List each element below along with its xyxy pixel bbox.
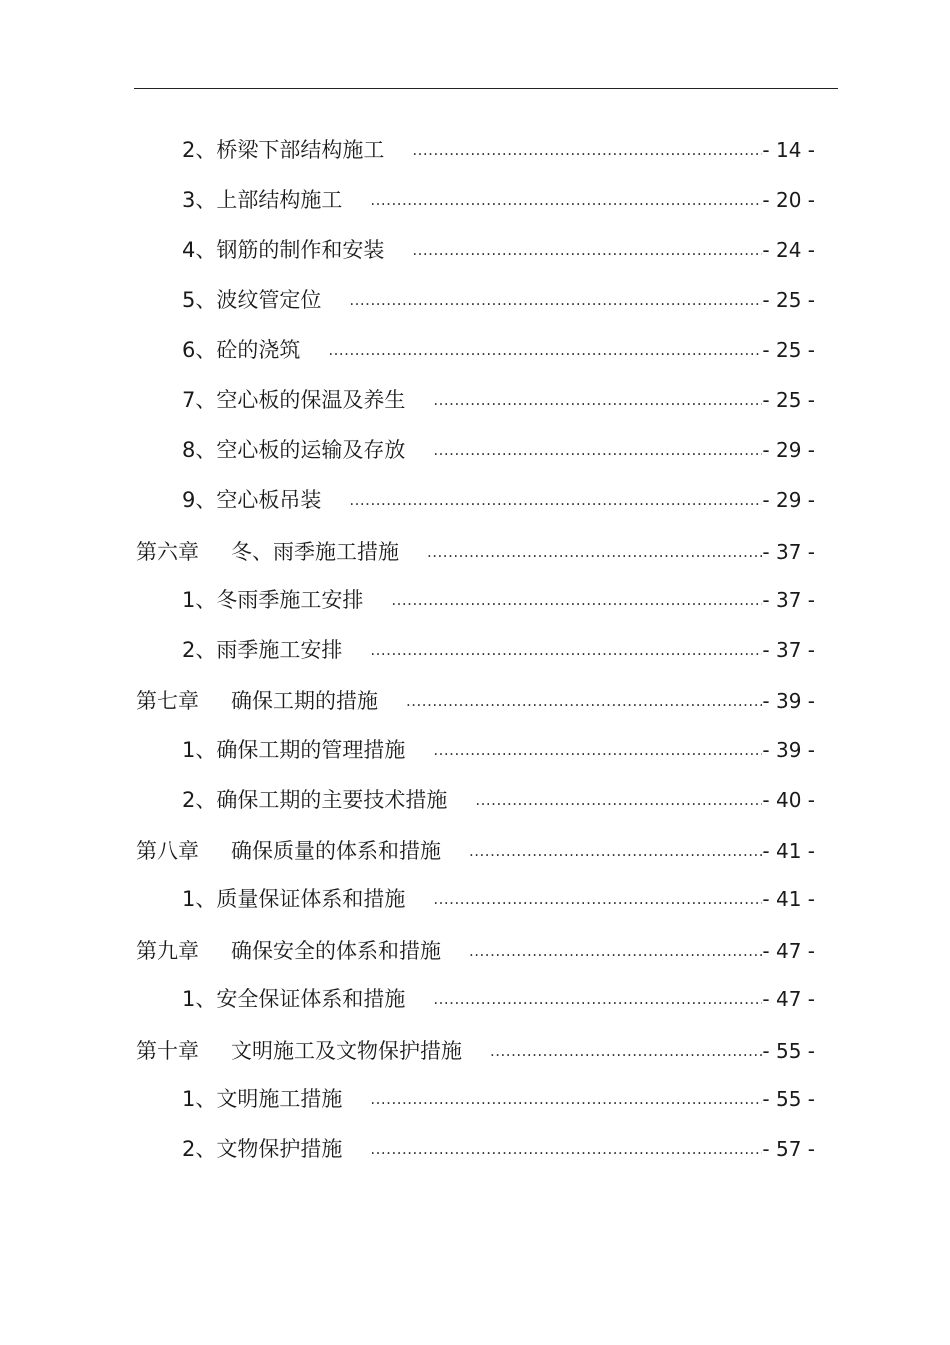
section-title: 2、文物保护措施 — [182, 1137, 343, 1161]
chapter-title: 确保工期的措施 — [231, 689, 378, 713]
chapter-title: 文明施工及文物保护措施 — [231, 1039, 462, 1063]
toc-section-entry — [182, 785, 815, 815]
dot-leader — [349, 285, 762, 315]
dot-leader — [475, 785, 762, 815]
section-title: 1、文明施工措施 — [182, 1087, 343, 1111]
toc-section-entry — [182, 984, 815, 1014]
section-title: 3、上部结构施工 — [182, 188, 343, 212]
chapter-title: 确保质量的体系和措施 — [231, 839, 441, 863]
section-title: 7、空心板的保温及养生 — [182, 388, 406, 412]
toc-section-entry — [182, 735, 815, 765]
dot-leader — [370, 1134, 762, 1164]
section-title: 6、砼的浇筑 — [182, 338, 301, 362]
dot-leader — [433, 884, 762, 914]
toc-section-entry — [182, 135, 815, 165]
toc-section-entry — [182, 285, 815, 315]
toc-section-entry — [182, 235, 815, 265]
page-number: - 25 - — [762, 388, 815, 412]
chapter-number: 第八章 — [136, 839, 199, 863]
toc-section-entry — [182, 335, 815, 365]
section-title: 2、确保工期的主要技术措施 — [182, 788, 448, 812]
page-number: - 20 - — [762, 188, 815, 212]
page-number: - 29 - — [762, 438, 815, 462]
dot-leader — [433, 385, 762, 415]
toc-chapter-entry — [136, 836, 815, 866]
section-title: 8、空心板的运输及存放 — [182, 438, 406, 462]
dot-leader — [406, 686, 762, 716]
section-title: 4、钢筋的制作和安装 — [182, 238, 385, 262]
toc-chapter-entry — [136, 1036, 815, 1066]
page-number: - 39 - — [762, 689, 815, 713]
dot-leader — [433, 735, 762, 765]
chapter-number: 第七章 — [136, 689, 199, 713]
toc-chapter-entry — [136, 686, 815, 716]
page-number: - 29 - — [762, 488, 815, 512]
dot-leader — [433, 435, 762, 465]
dot-leader — [370, 635, 762, 665]
page-number: - 57 - — [762, 1137, 815, 1161]
page-number: - 41 - — [762, 887, 815, 911]
section-title: 2、桥梁下部结构施工 — [182, 138, 385, 162]
toc-section-entry — [182, 1084, 815, 1114]
section-title: 9、空心板吊装 — [182, 488, 322, 512]
page-number: - 37 - — [762, 638, 815, 662]
toc-section-entry — [182, 485, 815, 515]
page-number: - 39 - — [762, 738, 815, 762]
dot-leader — [370, 185, 762, 215]
page-number: - 55 - — [762, 1039, 815, 1063]
dot-leader — [412, 235, 762, 265]
section-title: 1、质量保证体系和措施 — [182, 887, 406, 911]
chapter-number: 第九章 — [136, 939, 199, 963]
toc-section-entry — [182, 884, 815, 914]
dot-leader — [469, 936, 762, 966]
chapter-number: 第十章 — [136, 1039, 199, 1063]
dot-leader — [328, 335, 762, 365]
toc-section-entry — [182, 435, 815, 465]
dot-leader — [391, 585, 762, 615]
page-number: - 40 - — [762, 788, 815, 812]
page-number: - 55 - — [762, 1087, 815, 1111]
section-title: 2、雨季施工安排 — [182, 638, 343, 662]
header-rule — [134, 88, 838, 89]
page-number: - 47 - — [762, 939, 815, 963]
toc-chapter-entry — [136, 936, 815, 966]
page-number: - 25 - — [762, 338, 815, 362]
page-number: - 41 - — [762, 839, 815, 863]
toc-chapter-entry — [136, 537, 815, 567]
dot-leader — [469, 836, 762, 866]
section-title: 1、确保工期的管理措施 — [182, 738, 406, 762]
section-title: 1、安全保证体系和措施 — [182, 987, 406, 1011]
dot-leader — [370, 1084, 762, 1114]
toc-section-entry — [182, 635, 815, 665]
chapter-title: 确保安全的体系和措施 — [231, 939, 441, 963]
toc-section-entry — [182, 185, 815, 215]
dot-leader — [433, 984, 762, 1014]
page-number: - 14 - — [762, 138, 815, 162]
chapter-number: 第六章 — [136, 540, 199, 564]
dot-leader — [490, 1036, 762, 1066]
chapter-title: 冬、雨季施工措施 — [231, 540, 399, 564]
toc-section-entry — [182, 585, 815, 615]
toc-section-entry — [182, 385, 815, 415]
page-number: - 37 - — [762, 588, 815, 612]
dot-leader — [412, 135, 762, 165]
toc-section-entry — [182, 1134, 815, 1164]
page-number: - 24 - — [762, 238, 815, 262]
dot-leader — [349, 485, 762, 515]
page-number: - 37 - — [762, 540, 815, 564]
page-number: - 25 - — [762, 288, 815, 312]
section-title: 5、波纹管定位 — [182, 288, 322, 312]
page-number: - 47 - — [762, 987, 815, 1011]
dot-leader — [427, 537, 762, 567]
section-title: 1、冬雨季施工安排 — [182, 588, 364, 612]
